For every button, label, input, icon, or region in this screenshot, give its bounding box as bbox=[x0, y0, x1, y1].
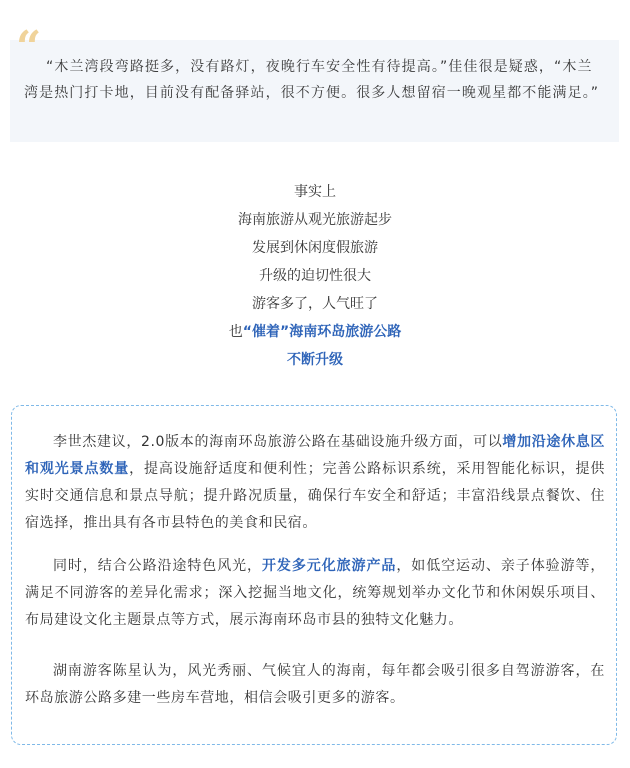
paragraph bbox=[25, 429, 605, 537]
paragraph-text: ，如低空运动、亲子体验游等，满足不同游客的差异化需求；深入挖掘当地文化，统筹规划举办文化节和休闲娱乐项目、布局建设文化主题景点等方式，展示海南环岛市县的独特文化魅力。 bbox=[25, 558, 605, 628]
highlight-text: “催着”海南环岛旅游公路 bbox=[242, 324, 402, 340]
quote-mark-icon: “ bbox=[16, 22, 42, 73]
paragraph: 湖南游客陈星认为，风光秀丽、气候宜人的海南，每年都会吸引很多自驾游游客，在环岛旅游公路多建一些房车营地，相信会吸引更多的游客。 bbox=[25, 663, 605, 706]
quote-block bbox=[10, 22, 619, 142]
center-line: 升级的迫切性很大 bbox=[259, 268, 371, 284]
center-line: 发展到休闲度假旅游 bbox=[252, 240, 378, 256]
suggestion-box bbox=[11, 405, 617, 745]
center-line-highlight: 不断升级 bbox=[287, 352, 343, 368]
highlight-text: 增加沿途休息区和观光景点数量 bbox=[25, 434, 605, 477]
center-line: 事实上 bbox=[294, 184, 336, 200]
paragraph-text: 同时，结合公路沿途特色风光， bbox=[53, 558, 262, 574]
center-text-block bbox=[0, 178, 630, 374]
center-line-highlight bbox=[0, 318, 630, 346]
center-line-prefix: 也 bbox=[228, 324, 243, 340]
paragraph-text: 李世杰建议，2.0版本的海南环岛旅游公路在基础设施升级方面，可以 bbox=[53, 434, 503, 450]
center-line: 游客多了，人气旺了 bbox=[252, 296, 378, 312]
highlight-text: 开发多元化旅游产品 bbox=[261, 558, 397, 574]
quote-text: “木兰湾段弯路挺多，没有路灯，夜晚行车安全性有待提高。”佳佳很是疑惑，“木兰湾是热门打卡地，目前没有配备驿站，很不方便。很多人想留宿一晚观星都不能满足。” bbox=[24, 59, 600, 101]
paragraph bbox=[25, 553, 605, 634]
center-line: 海南旅游从观光旅游起步 bbox=[238, 212, 392, 228]
paragraph-text: ，提高设施舒适度和便利性；完善公路标识系统，采用智能化标识，提供实时交通信息和景点导航；提升路况质量，确保行车安全和舒适；丰富沿线景点餐饮、住宿选择，推出具有各市县特色的美食和民宿。 bbox=[25, 461, 605, 531]
